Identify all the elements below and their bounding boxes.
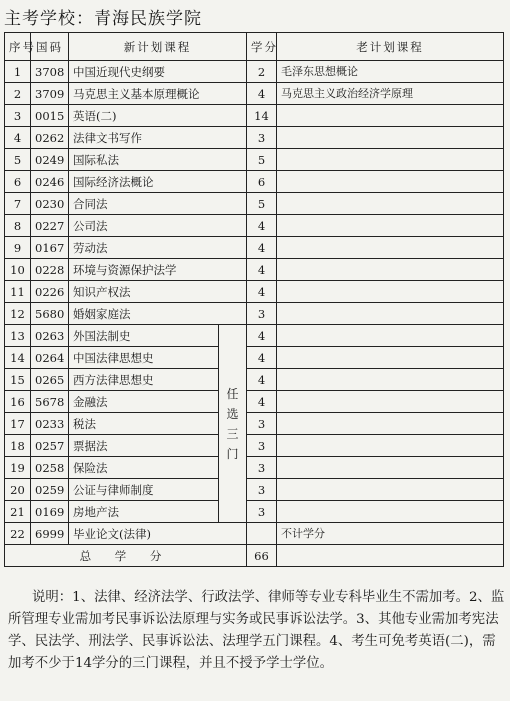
cell-credit: 4 xyxy=(247,391,277,413)
cell-seq: 2 xyxy=(5,83,31,105)
cell-code: 5678 xyxy=(31,391,69,413)
cell-code: 0228 xyxy=(31,259,69,281)
cell-seq: 14 xyxy=(5,347,31,369)
cell-old-course: 马克思主义政治经济学原理 xyxy=(277,83,504,105)
cell-code: 0258 xyxy=(31,457,69,479)
course-table xyxy=(4,32,504,567)
elective-note-char: 选 xyxy=(226,406,239,421)
cell-seq: 5 xyxy=(5,149,31,171)
cell-credit: 3 xyxy=(247,501,277,523)
cell-code: 0257 xyxy=(31,435,69,457)
cell-seq: 16 xyxy=(5,391,31,413)
cell-seq: 13 xyxy=(5,325,31,347)
cell-code: 0167 xyxy=(31,237,69,259)
cell-seq: 3 xyxy=(5,105,31,127)
table-row xyxy=(5,237,504,259)
cell-seq: 18 xyxy=(5,435,31,457)
cell-code: 5680 xyxy=(31,303,69,325)
cell-credit: 4 xyxy=(247,325,277,347)
cell-course-name: 法律文书写作 xyxy=(69,127,247,149)
table-row xyxy=(5,325,504,347)
cell-code: 0169 xyxy=(31,501,69,523)
table-row xyxy=(5,501,504,523)
page-title: 主考学校：青海民族学院 xyxy=(4,9,202,29)
cell-old-course xyxy=(277,501,504,523)
header-code: 国码 xyxy=(31,33,69,61)
cell-course-name: 公司法 xyxy=(69,215,247,237)
cell-course-name: 知识产权法 xyxy=(69,281,247,303)
cell-code: 0262 xyxy=(31,127,69,149)
cell-course-name: 中国法律思想史 xyxy=(69,347,219,369)
cell-code: 0249 xyxy=(31,149,69,171)
cell-course-name: 票据法 xyxy=(69,435,219,457)
cell-old-course xyxy=(277,105,504,127)
cell-course-name: 中国近现代史纲要 xyxy=(69,61,247,83)
total-value: 66 xyxy=(247,545,277,567)
total-row xyxy=(5,545,504,567)
cell-credit: 3 xyxy=(247,303,277,325)
table-body xyxy=(5,61,504,567)
cell-seq: 7 xyxy=(5,193,31,215)
cell-credit: 3 xyxy=(247,457,277,479)
cell-old-course xyxy=(277,127,504,149)
header-credit: 学分 xyxy=(247,33,277,61)
cell-credit: 4 xyxy=(247,259,277,281)
cell-old-course xyxy=(277,391,504,413)
cell-seq: 4 xyxy=(5,127,31,149)
cell-code: 0233 xyxy=(31,413,69,435)
cell-credit: 3 xyxy=(247,435,277,457)
cell-old-course xyxy=(277,193,504,215)
cell-seq: 20 xyxy=(5,479,31,501)
cell-credit: 4 xyxy=(247,281,277,303)
table-row xyxy=(5,259,504,281)
explanation-note: 说明：1、法律、经济法学、行政法学、律师等专业专科毕业生不需加考。2、监所管理专业需加考民事诉讼法原理与实务或民事诉讼法学。3、其他专业需加考宪法学、民法学、刑法学、民事诉讼法、法理学五门课程。4、考生可免考英语(二)，需加考不少于14学分的三门课程，并且不授予学士学位。 xyxy=(8,590,505,671)
cell-credit: 5 xyxy=(247,193,277,215)
cell-credit: 14 xyxy=(247,105,277,127)
cell-credit: 4 xyxy=(247,237,277,259)
cell-code: 0226 xyxy=(31,281,69,303)
cell-code: 6999 xyxy=(31,523,69,545)
cell-course-name: 国际私法 xyxy=(69,149,247,171)
table-row xyxy=(5,347,504,369)
cell-old-course: 不计学分 xyxy=(277,523,504,545)
header-new-course: 新计划课程 xyxy=(69,33,247,61)
total-label: 总 学 分 xyxy=(5,545,247,567)
cell-seq: 21 xyxy=(5,501,31,523)
cell-seq: 10 xyxy=(5,259,31,281)
cell-course-name: 劳动法 xyxy=(69,237,247,259)
cell-old-course xyxy=(277,281,504,303)
cell-old-course xyxy=(277,457,504,479)
cell-credit: 6 xyxy=(247,171,277,193)
elective-note-char: 任 xyxy=(226,386,239,401)
cell-code: 0263 xyxy=(31,325,69,347)
cell-old-course xyxy=(277,325,504,347)
total-empty-cell xyxy=(277,545,504,567)
elective-note xyxy=(219,325,247,523)
elective-note-char: 门 xyxy=(226,446,239,461)
cell-credit: 4 xyxy=(247,215,277,237)
cell-old-course: 毛泽东思想概论 xyxy=(277,61,504,83)
cell-course-name: 合同法 xyxy=(69,193,247,215)
cell-old-course xyxy=(277,237,504,259)
cell-old-course xyxy=(277,347,504,369)
cell-code: 0264 xyxy=(31,347,69,369)
cell-credit: 4 xyxy=(247,347,277,369)
cell-code: 0230 xyxy=(31,193,69,215)
table-row xyxy=(5,281,504,303)
cell-credit xyxy=(247,523,277,545)
cell-seq: 12 xyxy=(5,303,31,325)
cell-course-name: 婚姻家庭法 xyxy=(69,303,247,325)
cell-seq: 8 xyxy=(5,215,31,237)
cell-credit: 5 xyxy=(247,149,277,171)
cell-code: 0259 xyxy=(31,479,69,501)
cell-course-name: 金融法 xyxy=(69,391,219,413)
table-row xyxy=(5,435,504,457)
cell-old-course xyxy=(277,171,504,193)
cell-old-course xyxy=(277,479,504,501)
cell-old-course xyxy=(277,259,504,281)
cell-code: 0265 xyxy=(31,369,69,391)
cell-seq: 11 xyxy=(5,281,31,303)
table-row xyxy=(5,413,504,435)
header-seq: 序号 xyxy=(5,33,31,61)
table-row xyxy=(5,479,504,501)
cell-old-course xyxy=(277,215,504,237)
table-row xyxy=(5,171,504,193)
table-row xyxy=(5,369,504,391)
cell-seq: 9 xyxy=(5,237,31,259)
cell-credit: 2 xyxy=(247,61,277,83)
cell-credit: 3 xyxy=(247,127,277,149)
table-row xyxy=(5,215,504,237)
cell-old-course xyxy=(277,303,504,325)
cell-seq: 19 xyxy=(5,457,31,479)
elective-note-char: 三 xyxy=(226,426,239,441)
table-row xyxy=(5,105,504,127)
cell-course-name: 西方法律思想史 xyxy=(69,369,219,391)
cell-course-name: 税法 xyxy=(69,413,219,435)
cell-credit: 3 xyxy=(247,413,277,435)
table-row xyxy=(5,61,504,83)
cell-course-name: 马克思主义基本原理概论 xyxy=(69,83,247,105)
cell-credit: 3 xyxy=(247,479,277,501)
cell-course-name: 英语(二) xyxy=(69,105,247,127)
table-header-row xyxy=(5,33,504,61)
table-row xyxy=(5,457,504,479)
table-row xyxy=(5,193,504,215)
cell-course-name: 国际经济法概论 xyxy=(69,171,247,193)
cell-seq: 22 xyxy=(5,523,31,545)
cell-seq: 1 xyxy=(5,61,31,83)
cell-course-name: 环境与资源保护法学 xyxy=(69,259,247,281)
table-row xyxy=(5,391,504,413)
cell-code: 3709 xyxy=(31,83,69,105)
cell-seq: 6 xyxy=(5,171,31,193)
cell-old-course xyxy=(277,435,504,457)
cell-code: 0246 xyxy=(31,171,69,193)
table-row xyxy=(5,303,504,325)
cell-credit: 4 xyxy=(247,83,277,105)
cell-old-course xyxy=(277,369,504,391)
cell-code: 0227 xyxy=(31,215,69,237)
cell-course-name: 房地产法 xyxy=(69,501,219,523)
cell-seq: 15 xyxy=(5,369,31,391)
cell-course-name: 毕业论文(法律) xyxy=(69,523,247,545)
cell-code: 0015 xyxy=(31,105,69,127)
cell-course-name: 外国法制史 xyxy=(69,325,219,347)
cell-course-name: 公证与律师制度 xyxy=(69,479,219,501)
cell-old-course xyxy=(277,413,504,435)
cell-credit: 4 xyxy=(247,369,277,391)
cell-course-name: 保险法 xyxy=(69,457,219,479)
header-old-course: 老计划课程 xyxy=(277,33,504,61)
table-row xyxy=(5,83,504,105)
cell-code: 3708 xyxy=(31,61,69,83)
table-row xyxy=(5,127,504,149)
table-row xyxy=(5,149,504,171)
cell-old-course xyxy=(277,149,504,171)
cell-seq: 17 xyxy=(5,413,31,435)
table-row xyxy=(5,523,504,545)
